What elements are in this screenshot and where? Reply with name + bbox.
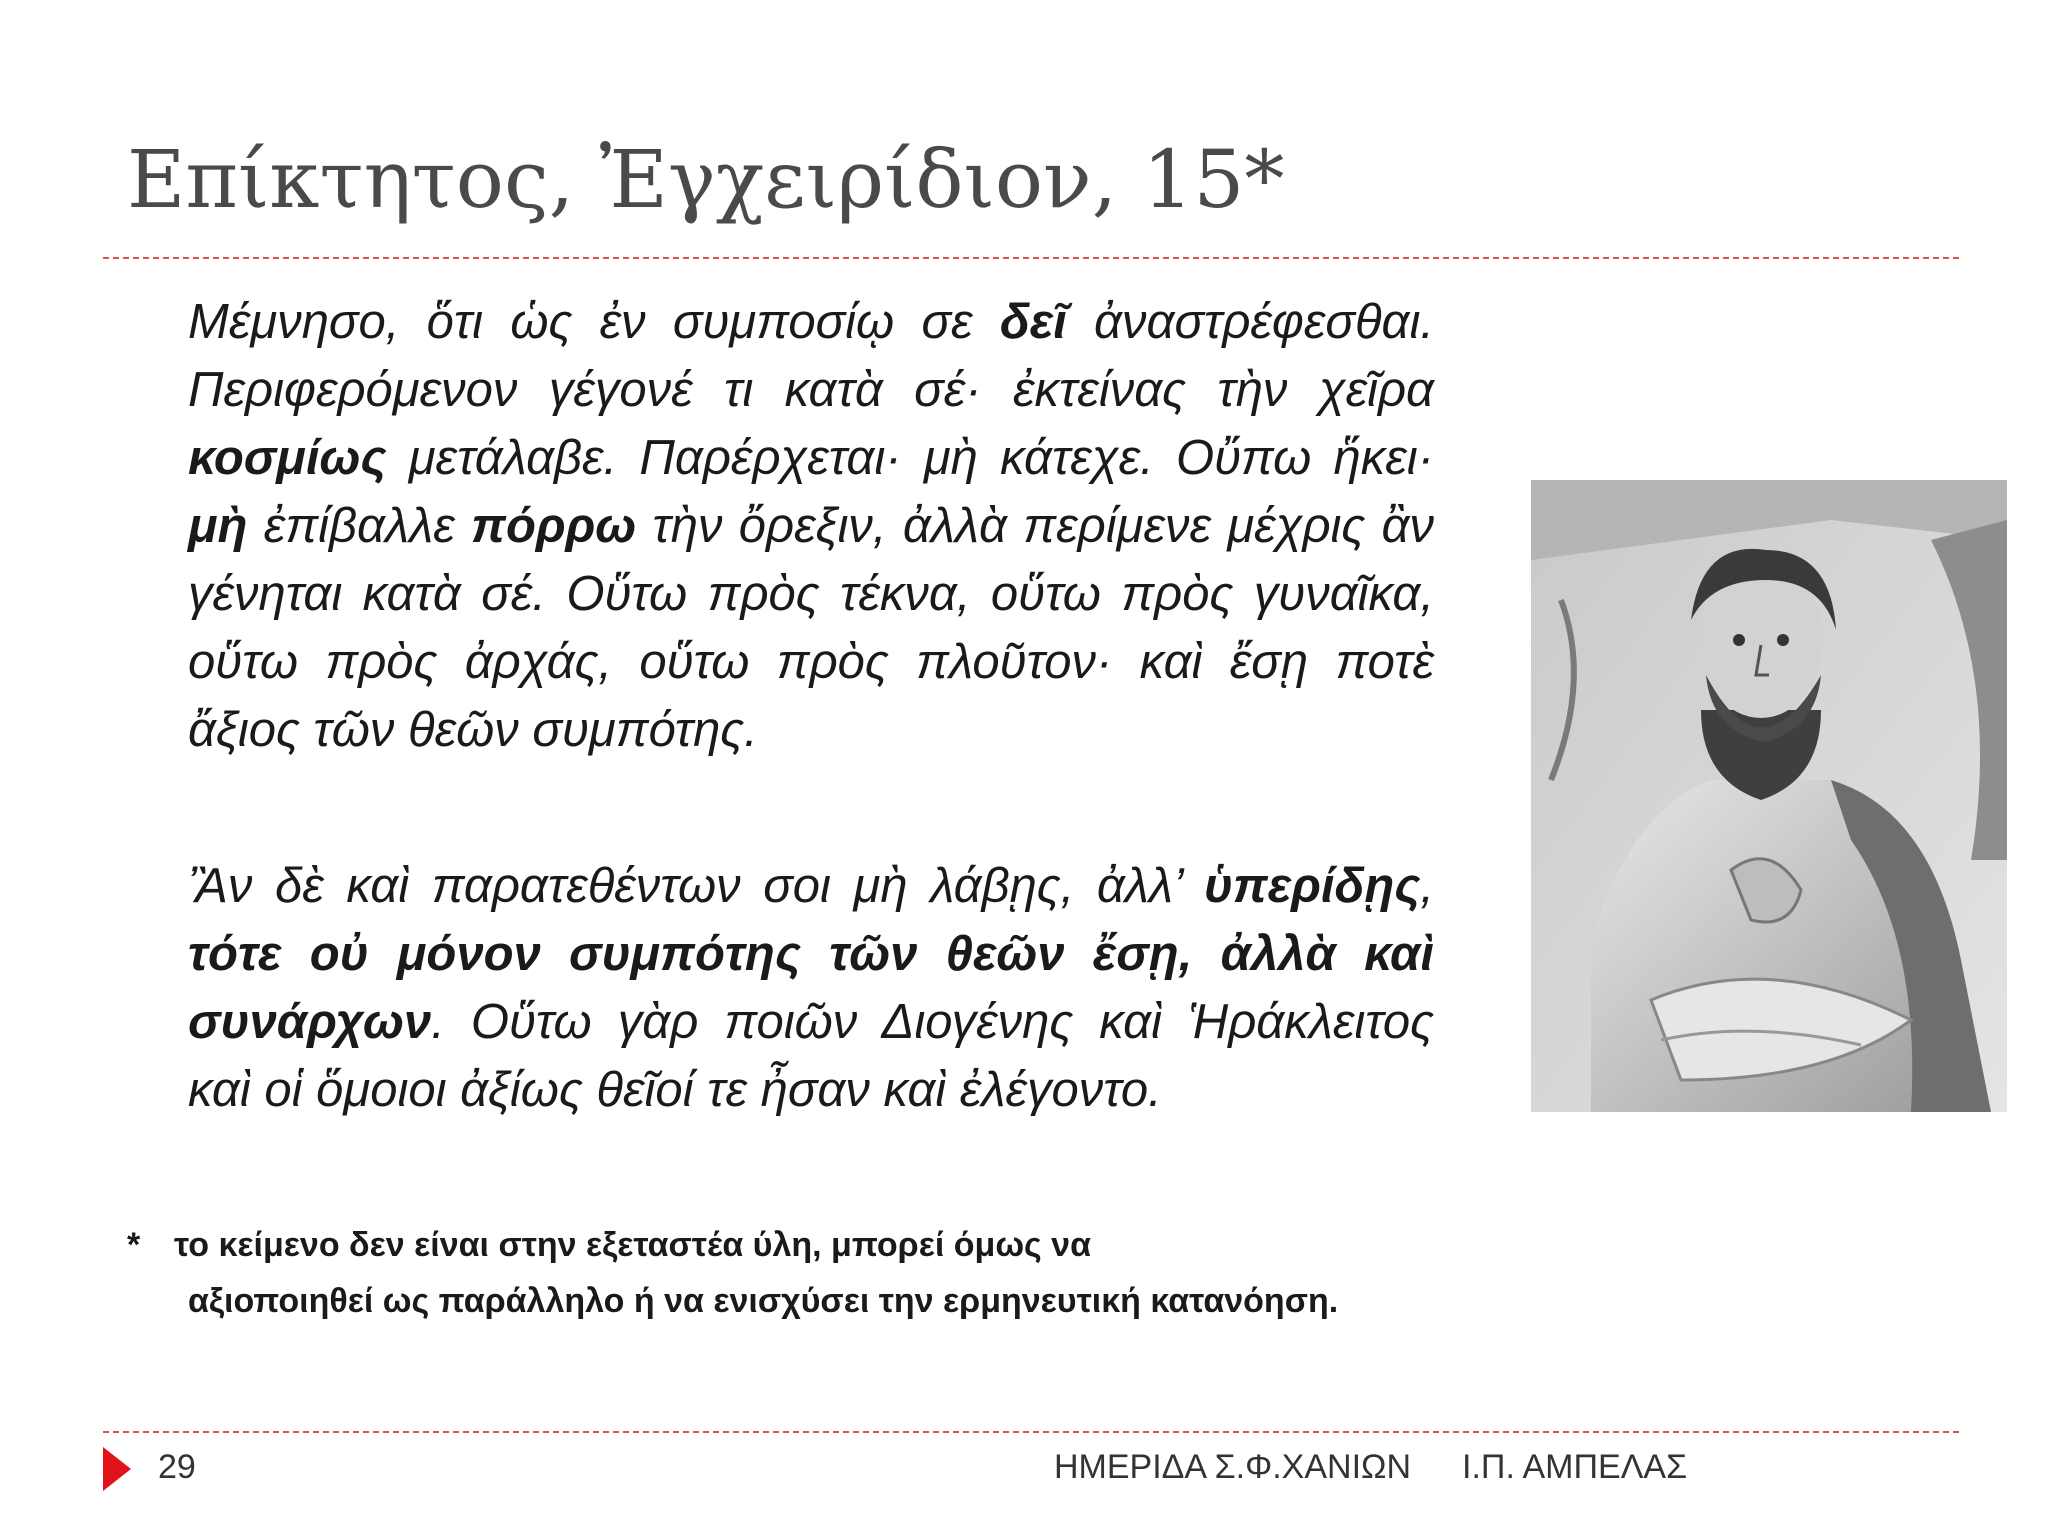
footer-divider (103, 1431, 1959, 1433)
footnote-line-1: το κείμενο δεν είναι στην εξεταστέα ύλη, μπορεί όμως να (174, 1226, 1091, 1264)
footer-event: ΗΜΕΡΙΔΑ Σ.Φ.ΧΑΝΙΩΝ (1054, 1448, 1411, 1486)
play-arrow-icon (103, 1447, 131, 1491)
passage1-bold-2: κοσμίως (188, 431, 387, 485)
title-divider (103, 257, 1959, 259)
passage1-bold-4: πόρρω (471, 499, 637, 553)
portrait-drawing-icon (1531, 480, 2007, 1112)
passage2-bold-1: ὑπερίδῃς (1203, 859, 1421, 913)
footnote (127, 1217, 1434, 1329)
epictetus-portrait-image (1531, 480, 2007, 1112)
passage1-text-3: μετάλαβε. Παρέρχεται· μὴ κάτεχε. Οὔπω ἥκει· (386, 431, 1434, 485)
passage1-text-4: ἐπίβαλλε (247, 499, 472, 553)
slide-title: Επίκτητος, Ἐγχειρίδιον, 15* (127, 133, 1285, 226)
page-number: 29 (158, 1448, 196, 1486)
greek-passage-2 (188, 852, 1434, 1124)
passage1-text-5: τὴν ὄρεξιν, ἀλλὰ περίμενε μέχρις ἂν γένηται κατὰ σέ. Οὕτω πρὸς τέκνα, οὕτω πρὸς γυναῖκα, οὕτω πρὸς ἀρχάς, οὕτω πρὸς πλοῦτον· καὶ ἔσῃ ποτὲ ἄξιος τῶν θεῶν συμπότης. (188, 499, 1434, 757)
passage2-bold-2: τότε οὐ μόνον συμπότης τῶν θεῶν ἔσῃ, ἀλλὰ καὶ συνάρχων (188, 927, 1434, 1049)
footnote-text (127, 1217, 1434, 1329)
footer-author: Ι.Π. ΑΜΠΕΛΑΣ (1462, 1448, 1688, 1486)
passage1-bold-1: δεῖ (999, 295, 1067, 349)
passage2-text-2: , (1420, 859, 1434, 913)
passage1-text-1: Μέμνησο, ὅτι ὡς ἐν συμποσίῳ σε (188, 295, 1000, 349)
footnote-rest: αξιοποιηθεί ως παράλληλο ή να ενισχύσει την ερμηνευτική κατανόηση. (188, 1282, 1339, 1320)
passage1-bold-3: μὴ (188, 499, 248, 553)
greek-passage-1 (188, 288, 1434, 764)
footnote-star: * (127, 1226, 141, 1264)
passage1-text-2: ἀναστρέφεσθαι. Περιφερόμενον γέγονέ τι κατὰ σέ· ἐκτείνας τὴν χεῖρα (188, 295, 1434, 417)
passage2-text-3: . Οὕτω γὰρ ποιῶν Διογένης καὶ Ἡράκλειτος καὶ οἱ ὅμοιοι ἀξίως θεῖοί τε ἦσαν καὶ ἐλέγοντο. (188, 995, 1434, 1117)
passage2-text-1: Ἂν δὲ καὶ παρατεθέντων σοι μὴ λάβῃς, ἀλλ’ (188, 859, 1204, 913)
